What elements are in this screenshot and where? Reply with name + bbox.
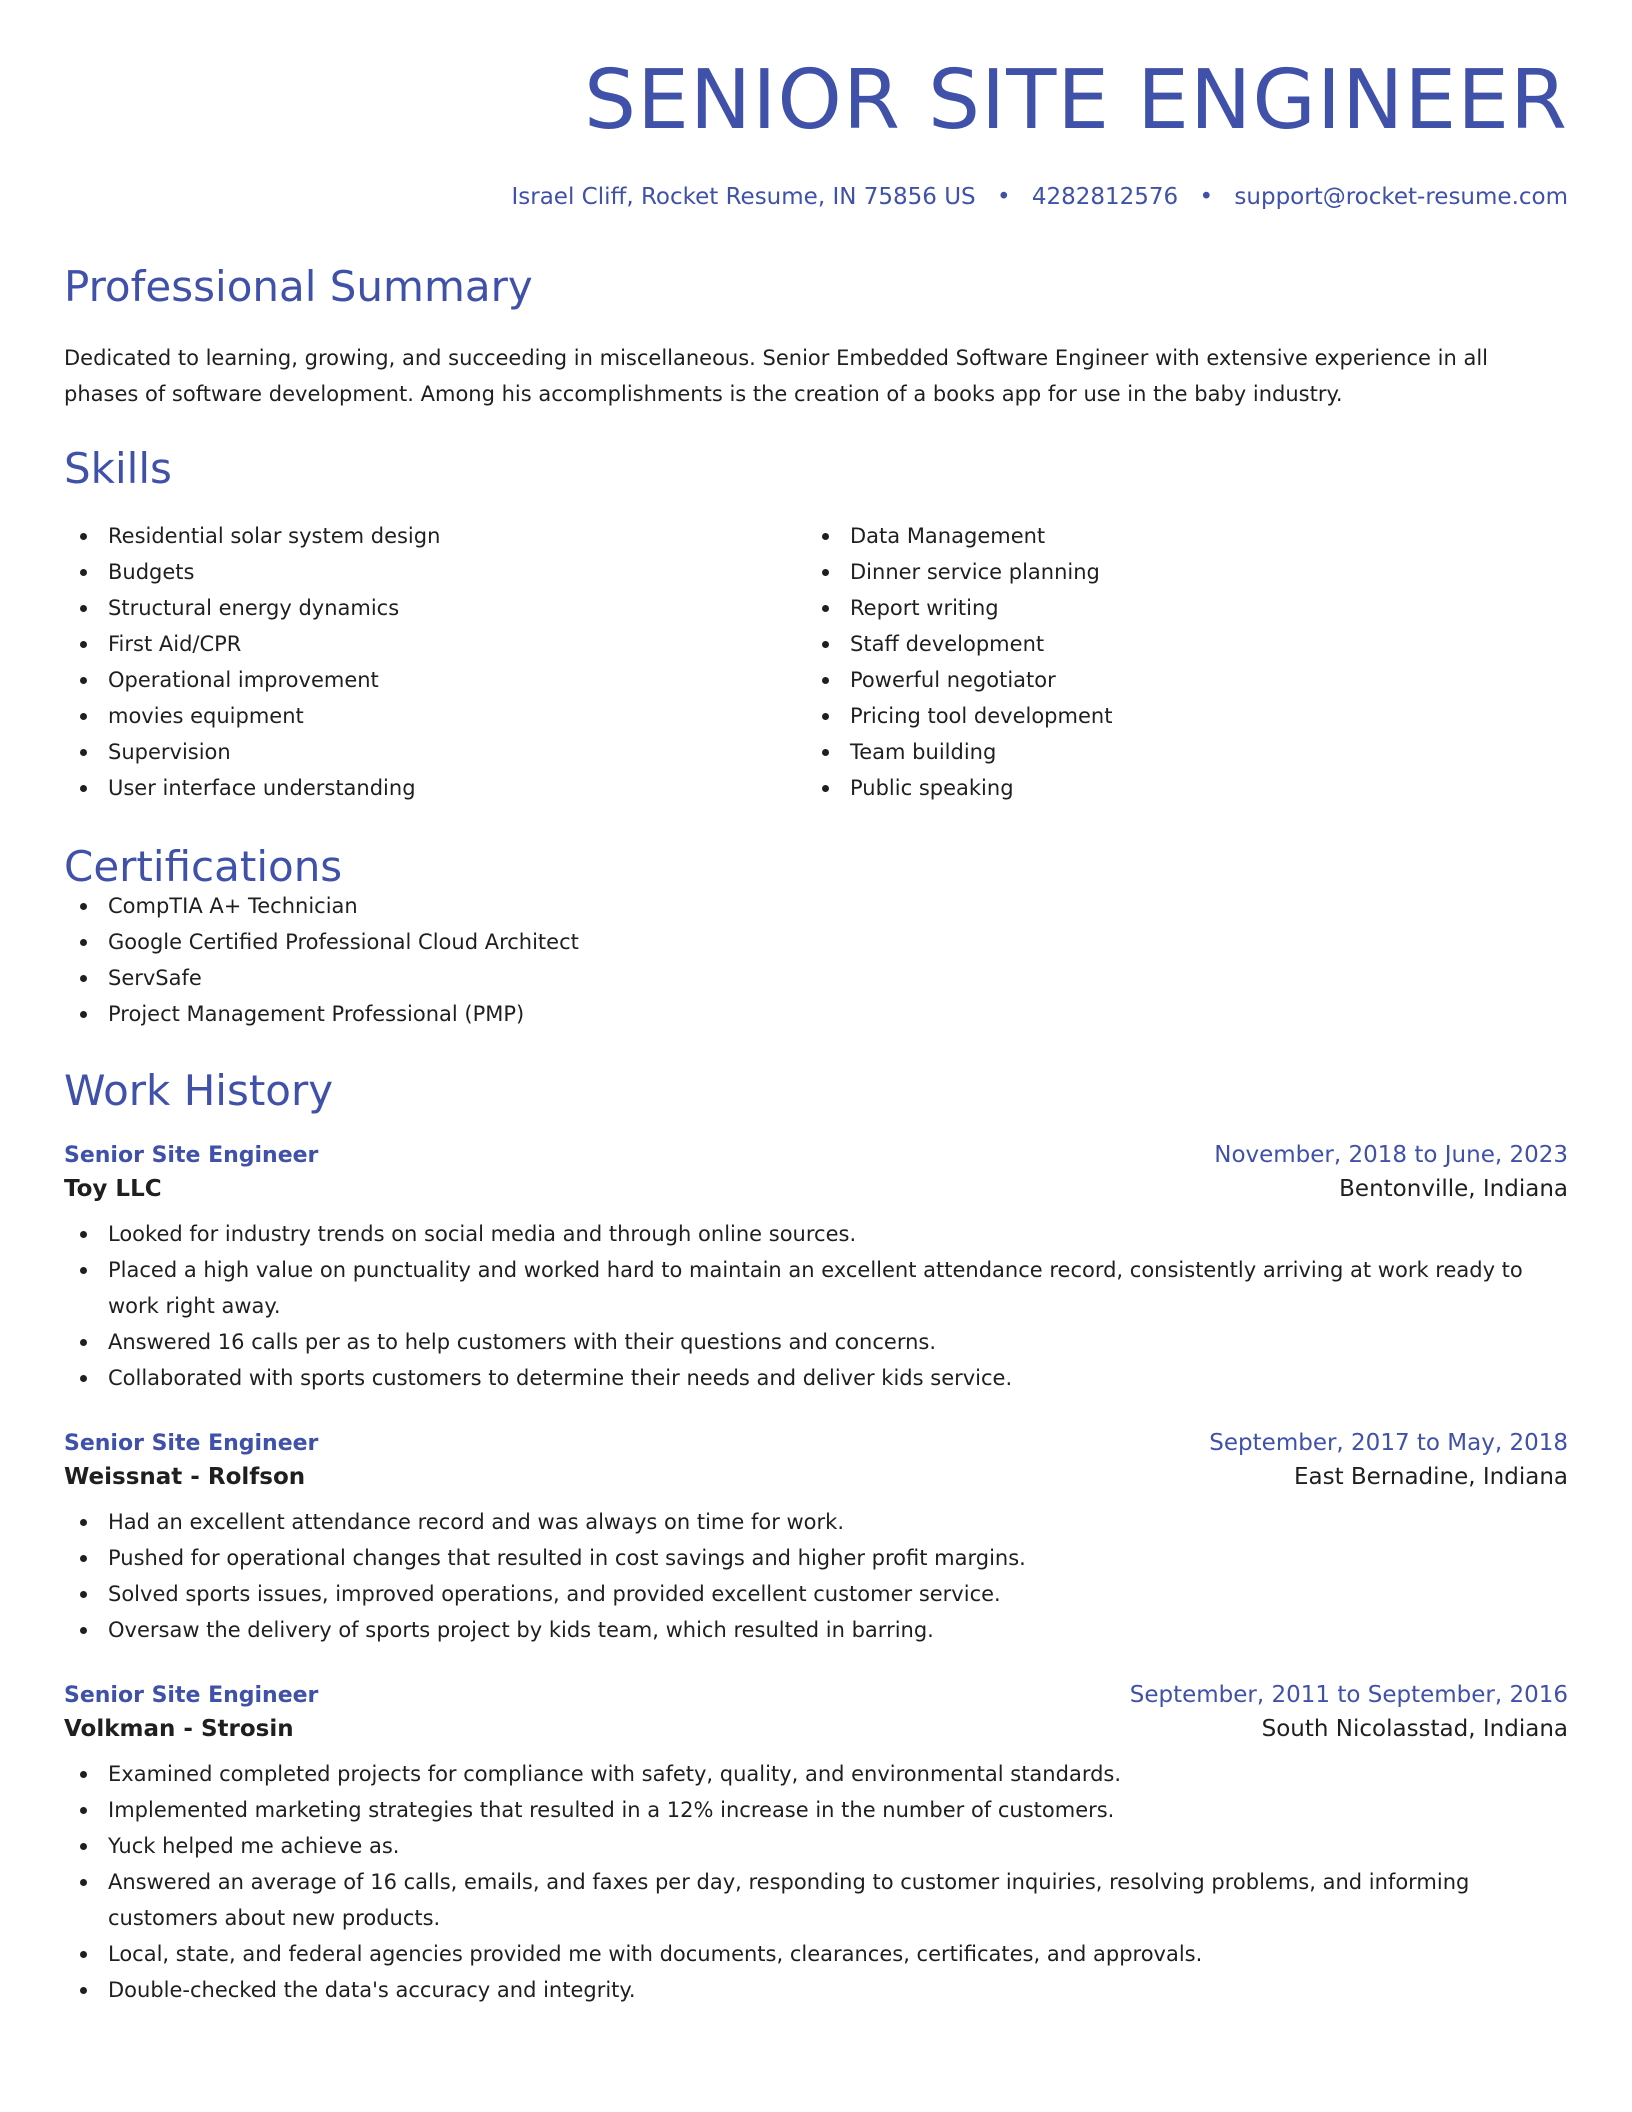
skills-list-left <box>64 518 806 806</box>
job-dates: November, 2018 to June, 2023 <box>1214 1142 1568 1168</box>
certifications-heading: Certifications <box>64 842 343 891</box>
job-location: South Nicolasstad, Indiana <box>1261 1716 1568 1742</box>
contact-line <box>64 184 1568 210</box>
skill-item: movies equipment <box>64 698 806 734</box>
skill-item: Powerful negotiator <box>806 662 1548 698</box>
job-dates: September, 2017 to May, 2018 <box>1209 1430 1568 1456</box>
summary-heading: Professional Summary <box>64 262 533 311</box>
job-bullet: Collaborated with sports customers to determine their needs and deliver kids service. <box>64 1360 1568 1396</box>
job-bullet: Had an excellent attendance record and was always on time for work. <box>64 1504 1568 1540</box>
skill-item: Data Management <box>806 518 1548 554</box>
job-bullet: Examined completed projects for compliance with safety, quality, and environmental standards. <box>64 1756 1568 1792</box>
contact-separator: • <box>1199 184 1214 210</box>
job-title: Senior Site Engineer <box>64 1143 319 1168</box>
job-bullets <box>64 1216 1568 1396</box>
work-history-section <box>64 1066 1568 2008</box>
job-entry <box>64 1682 1568 2008</box>
contact-address: Israel Cliff, Rocket Resume, IN 75856 US <box>511 184 976 210</box>
skill-item: Team building <box>806 734 1548 770</box>
skill-item: First Aid/CPR <box>64 626 806 662</box>
job-company-row <box>64 1464 1568 1490</box>
job-bullet: Double-checked the data's accuracy and integrity. <box>64 1972 1568 2008</box>
certifications-section <box>64 842 1568 1032</box>
job-bullet: Looked for industry trends on social media and through online sources. <box>64 1216 1568 1252</box>
skill-item: Pricing tool development <box>806 698 1548 734</box>
work-history-heading: Work History <box>64 1066 334 1115</box>
job-title: Senior Site Engineer <box>64 1683 319 1708</box>
job-bullet: Answered an average of 16 calls, emails, and faxes per day, responding to customer inquiries, resolving problems, and informing customers about new products. <box>64 1864 1568 1936</box>
job-entry <box>64 1430 1568 1648</box>
job-bullet: Pushed for operational changes that resulted in cost savings and higher profit margins. <box>64 1540 1568 1576</box>
summary-section <box>64 262 1568 412</box>
job-bullet: Implemented marketing strategies that resulted in a 12% increase in the number of customers. <box>64 1792 1568 1828</box>
certification-item: ServSafe <box>64 960 1568 996</box>
skills-heading: Skills <box>64 444 172 493</box>
job-header-row <box>64 1430 1568 1456</box>
skill-item: Public speaking <box>806 770 1548 806</box>
contact-separator: • <box>996 184 1011 210</box>
resume-title: SENIOR SITE ENGINEER <box>584 53 1568 148</box>
skills-section <box>64 444 1568 806</box>
skill-item: Report writing <box>806 590 1548 626</box>
skill-item: Operational improvement <box>64 662 806 698</box>
skill-item: Staff development <box>806 626 1548 662</box>
skill-item: User interface understanding <box>64 770 806 806</box>
job-bullet: Yuck helped me achieve as. <box>64 1828 1568 1864</box>
certification-item: Google Certified Professional Cloud Architect <box>64 924 1568 960</box>
job-company: Weissnat - Rolfson <box>64 1464 306 1490</box>
certification-item: Project Management Professional (PMP) <box>64 996 1568 1032</box>
job-bullet: Answered 16 calls per as to help customers with their questions and concerns. <box>64 1324 1568 1360</box>
skills-list-right <box>806 518 1548 806</box>
job-company-row <box>64 1716 1568 1742</box>
job-company: Toy LLC <box>64 1176 162 1202</box>
job-bullets <box>64 1504 1568 1648</box>
skill-item: Structural energy dynamics <box>64 590 806 626</box>
summary-text: Dedicated to learning, growing, and succeeding in miscellaneous. Senior Embedded Software Engineer with extensive experience in all phases of software development. Among his accomplishments is the creation of a books app for use in the baby industry. <box>64 346 1488 406</box>
job-bullet: Placed a high value on punctuality and worked hard to maintain an excellent attendance record, consistently arriving at work ready to work right away. <box>64 1252 1568 1324</box>
skills-grid <box>64 518 1568 806</box>
skill-item: Budgets <box>64 554 806 590</box>
skill-item: Supervision <box>64 734 806 770</box>
certification-item: CompTIA A+ Technician <box>64 888 1568 924</box>
job-entry <box>64 1142 1568 1396</box>
job-header-row <box>64 1682 1568 1708</box>
skill-item: Residential solar system design <box>64 518 806 554</box>
resume-header <box>64 53 1568 210</box>
job-bullets <box>64 1756 1568 2008</box>
job-bullet: Solved sports issues, improved operations, and provided excellent customer service. <box>64 1576 1568 1612</box>
skill-item: Dinner service planning <box>806 554 1548 590</box>
job-company: Volkman - Strosin <box>64 1716 294 1742</box>
contact-email: support@rocket-resume.com <box>1234 184 1568 210</box>
job-bullet: Local, state, and federal agencies provided me with documents, clearances, certificates, and approvals. <box>64 1936 1568 1972</box>
contact-phone: 4282812576 <box>1031 184 1179 210</box>
job-header-row <box>64 1142 1568 1168</box>
job-title: Senior Site Engineer <box>64 1431 319 1456</box>
job-bullet: Oversaw the delivery of sports project by kids team, which resulted in barring. <box>64 1612 1568 1648</box>
job-location: East Bernadine, Indiana <box>1293 1464 1568 1490</box>
job-location: Bentonville, Indiana <box>1339 1176 1568 1202</box>
certifications-list <box>64 888 1568 1032</box>
job-company-row <box>64 1176 1568 1202</box>
job-dates: September, 2011 to September, 2016 <box>1129 1682 1568 1708</box>
